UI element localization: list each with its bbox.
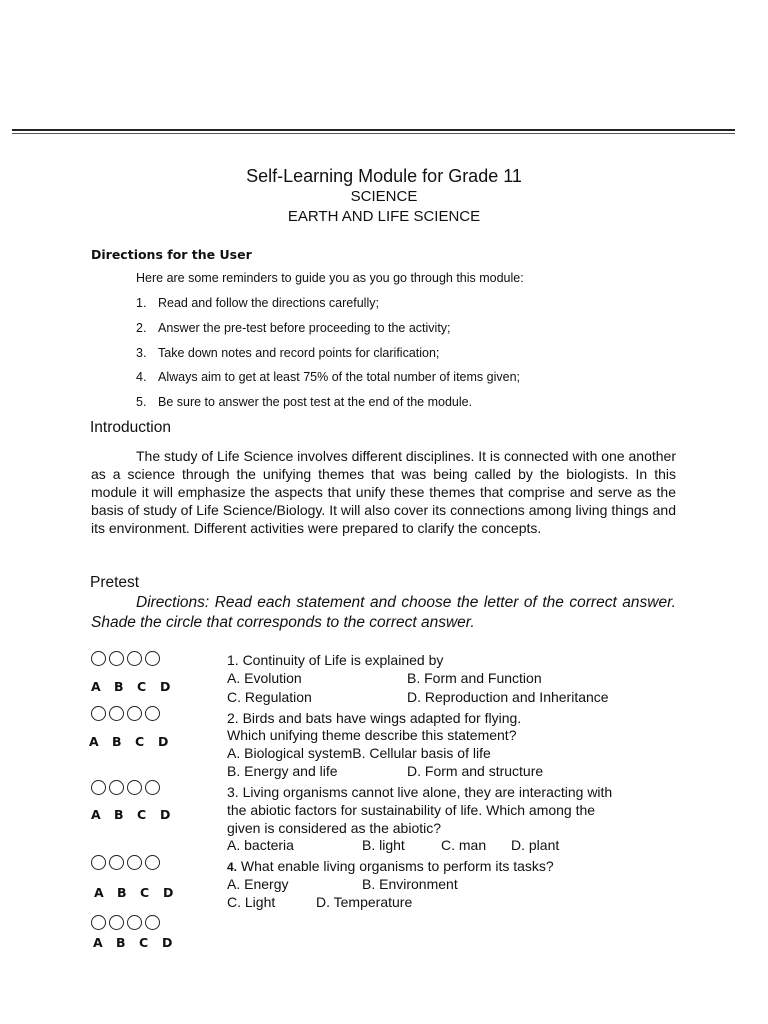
letter-c: C	[135, 734, 145, 749]
question-2-stem: 2. Birds and bats have wings adapted for flying.	[227, 710, 522, 726]
question-4-text: What enable living organisms to perform its tasks?	[237, 858, 554, 874]
answer-bubble-a[interactable]	[91, 780, 106, 795]
direction-item-text: Read and follow the directions carefully;	[158, 296, 379, 310]
answer-bubble-c[interactable]	[127, 651, 142, 666]
choice-a: A. bacteria	[227, 837, 294, 853]
answer-bubble-b[interactable]	[109, 706, 124, 721]
choice-b: B. light	[362, 837, 405, 853]
letter-c: C	[137, 807, 147, 822]
direction-item-number: 1.	[136, 296, 147, 310]
choice-c: C. Light	[227, 894, 276, 910]
module-title: Self-Learning Module for Grade 11	[246, 166, 522, 186]
answer-letters	[89, 734, 181, 749]
question-1-stem: 1. Continuity of Life is explained by	[227, 652, 444, 668]
question-3-stem-line2: the abiotic factors for sustainability of life. Which among the	[227, 802, 596, 818]
letter-b: B	[114, 679, 124, 694]
answer-bubble-d[interactable]	[145, 915, 160, 930]
answer-bubbles-q5	[91, 915, 163, 930]
direction-item-text: Answer the pre-test before proceeding to the activity;	[158, 321, 451, 335]
answer-bubbles-q3	[91, 780, 163, 795]
direction-item-text: Always aim to get at least 75% of the total number of items given;	[158, 370, 520, 384]
direction-item-number: 5.	[136, 395, 147, 409]
answer-bubbles-q4	[91, 855, 163, 870]
question-3-stem-line3: given is considered as the abiotic?	[227, 820, 442, 836]
letter-a: A	[93, 935, 103, 950]
answer-letters	[91, 679, 183, 694]
question-4-number: 4.	[227, 860, 238, 874]
question-3-stem: 3. Living organisms cannot live alone, they are interacting with	[227, 784, 613, 800]
answer-bubble-a[interactable]	[91, 915, 106, 930]
answer-bubbles-q2	[91, 706, 163, 721]
answer-bubble-d[interactable]	[145, 706, 160, 721]
choice-b-alt: B. Energy and life	[227, 763, 338, 779]
module-course: EARTH AND LIFE SCIENCE	[287, 208, 481, 225]
answer-bubble-c[interactable]	[127, 855, 142, 870]
direction-item-number: 3.	[136, 346, 147, 360]
direction-item-text: Be sure to answer the post test at the end of the module.	[158, 395, 473, 409]
letter-b: B	[117, 885, 127, 900]
answer-bubble-b[interactable]	[109, 915, 124, 930]
question-4-stem	[227, 858, 554, 874]
choice-a-b: A. Biological systemB. Cellular basis of life	[227, 745, 491, 761]
letter-b: B	[114, 807, 124, 822]
answer-letters	[93, 935, 185, 950]
answer-bubble-c[interactable]	[127, 780, 142, 795]
answer-bubble-d[interactable]	[145, 780, 160, 795]
directions-intro: Here are some reminders to guide you as you go through this module:	[136, 271, 524, 285]
choice-d: D. Temperature	[316, 894, 413, 910]
answer-bubble-a[interactable]	[91, 706, 106, 721]
letter-b: B	[116, 935, 126, 950]
answer-letters	[94, 885, 186, 900]
choice-c: C. Regulation	[227, 689, 312, 705]
letter-d: D	[160, 807, 171, 822]
introduction-heading: Introduction	[90, 419, 171, 436]
direction-item-text: Take down notes and record points for clarification;	[158, 346, 440, 360]
letter-b: B	[112, 734, 122, 749]
choice-c: C. man	[441, 837, 487, 853]
answer-bubble-a[interactable]	[91, 651, 106, 666]
question-2-stem-line2: Which unifying theme describe this statement?	[227, 727, 517, 743]
directions-heading: Directions for the User	[91, 247, 252, 262]
answer-letters	[91, 807, 183, 822]
letter-a: A	[94, 885, 104, 900]
header-rule-thin	[12, 133, 735, 134]
letter-a: A	[91, 807, 101, 822]
answer-bubbles-q1	[91, 651, 163, 666]
introduction-paragraph	[91, 447, 676, 537]
pretest-directions: Directions: Read each statement and choose the letter of the correct answer. Shade the circle that corresponds to the correct answer.	[91, 594, 676, 631]
direction-item-number: 2.	[136, 321, 147, 335]
choice-b: B. Environment	[362, 876, 458, 892]
answer-bubble-c[interactable]	[127, 706, 142, 721]
letter-d: D	[158, 734, 169, 749]
answer-bubble-c[interactable]	[127, 915, 142, 930]
choice-b: B. Form and Function	[407, 670, 542, 686]
choice-a: A. Energy	[227, 876, 289, 892]
answer-bubble-d[interactable]	[145, 855, 160, 870]
choice-d: D. Reproduction and Inheritance	[407, 689, 609, 705]
answer-bubble-b[interactable]	[109, 651, 124, 666]
header-rule-thick	[12, 129, 735, 131]
answer-bubble-b[interactable]	[109, 855, 124, 870]
letter-c: C	[140, 885, 150, 900]
pretest-heading: Pretest	[90, 574, 140, 591]
choice-a: A. Evolution	[227, 670, 302, 686]
letter-c: C	[137, 679, 147, 694]
letter-d: D	[163, 885, 174, 900]
letter-c: C	[139, 935, 149, 950]
module-subject: SCIENCE	[350, 188, 418, 205]
answer-bubble-b[interactable]	[109, 780, 124, 795]
pretest-directions-block	[91, 593, 676, 633]
direction-item-number: 4.	[136, 370, 147, 384]
letter-d: D	[162, 935, 173, 950]
letter-d: D	[160, 679, 171, 694]
letter-a: A	[89, 734, 99, 749]
answer-bubble-d[interactable]	[145, 651, 160, 666]
letter-a: A	[91, 679, 101, 694]
choice-d: D. plant	[511, 837, 560, 853]
answer-bubble-a[interactable]	[91, 855, 106, 870]
choice-d: D. Form and structure	[407, 763, 544, 779]
introduction-body: The study of Life Science involves different disciplines. It is connected with one another as a science through the unifying themes that was being called by the biologists. In this module it will emphasize the aspects that unify these themes that comprise and serve as the basis of study of Life Science/Biology. It will also cover its connections among living things and its environment. Different activities were prepared to clarify the concepts.	[91, 448, 676, 536]
